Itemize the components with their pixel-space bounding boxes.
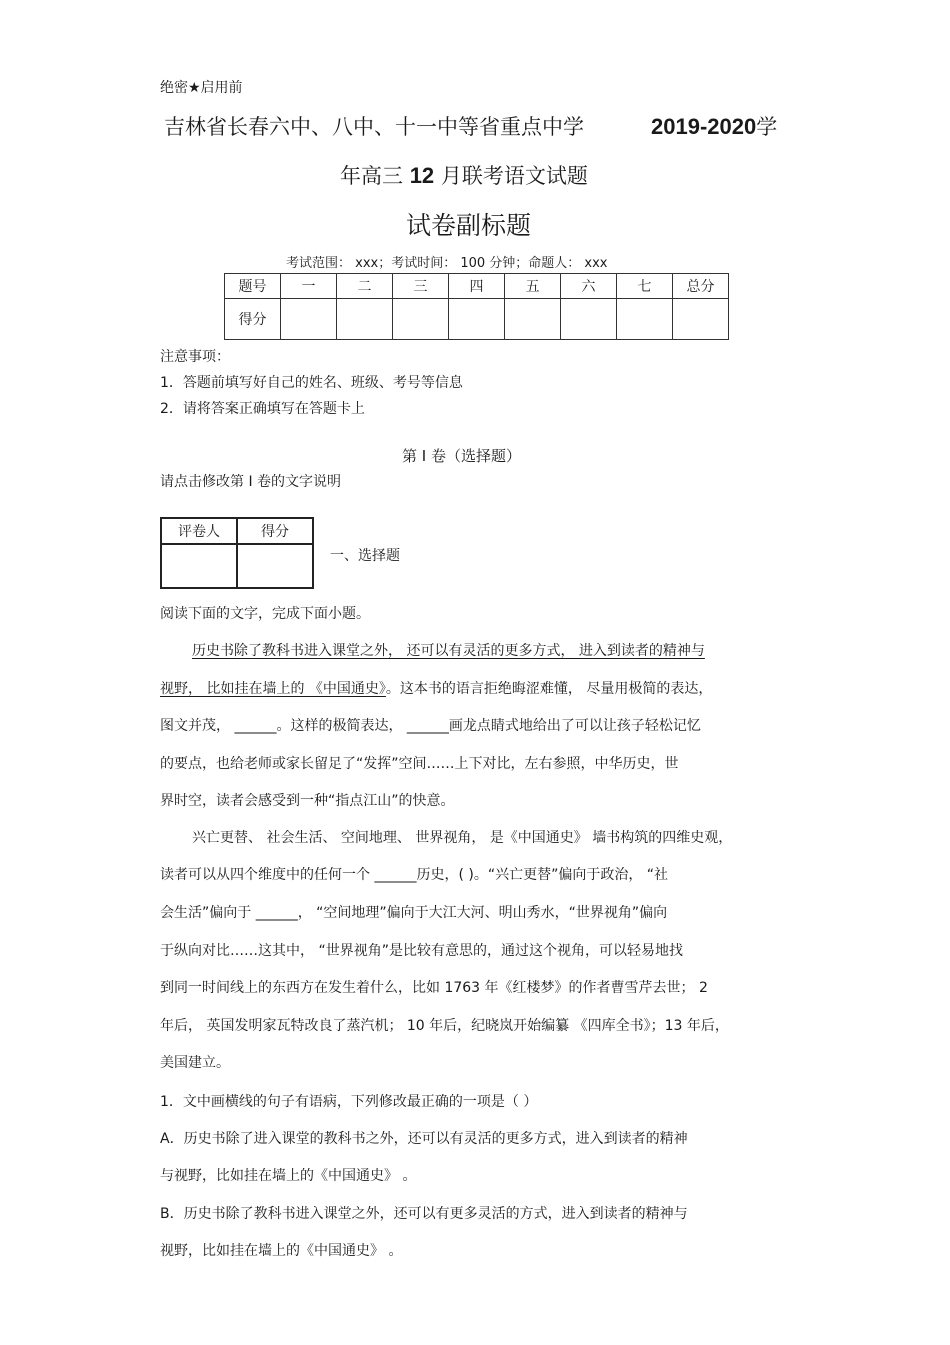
option-a: A．历史书除了进入课堂的教科书之外，还可以有灵活的更多方式，进入到读者的精神 (160, 1131, 688, 1147)
score-header-cell: 五 (505, 274, 561, 299)
title-line2-a: 年高三 (340, 164, 403, 188)
score-table-header-row (225, 274, 729, 299)
passage-line: 界时空，读者会感受到一种“指点江山”的快意。 (160, 793, 455, 809)
score-cell (281, 299, 337, 340)
score-cell (617, 299, 673, 340)
title-year: 2019-2020 (651, 114, 757, 139)
score-cell (561, 299, 617, 340)
passage-line: 会生活”偏向于 ______， “空间地理”偏向于大江大河、明山秀水，“世界视角”偏向 (160, 905, 668, 921)
option-b-cont: 视野，比如挂在墙上的《中国通史》 。 (160, 1243, 403, 1259)
option-a-cont: 与视野，比如挂在墙上的《中国通史》 。 (160, 1168, 417, 1184)
passage-line: 美国建立。 (160, 1055, 230, 1071)
grader-value-row (161, 544, 313, 588)
question-stem: 1．文中画横线的句子有语病，下列修改最正确的一项是（ ） (160, 1094, 538, 1110)
passage-line: 历史书除了教科书进入课堂之外， 还可以有灵活的更多方式， 进入到读者的精神与 (192, 643, 705, 659)
score-header-cell: 七 (617, 274, 673, 299)
option-b: B．历史书除了教科书进入课堂之外，还可以有更多灵活的方式，进入到读者的精神与 (160, 1206, 688, 1222)
score-header-cell: 四 (449, 274, 505, 299)
score-table-score-row (225, 299, 729, 340)
title-line2 (340, 160, 588, 190)
page-subtitle: 试卷副标题 (406, 211, 532, 240)
score-row-label: 得分 (225, 299, 281, 340)
score-table (224, 273, 729, 340)
title-line1 (164, 111, 584, 141)
passage-line: 读者可以从四个维度中的任何一个 ______历史，( )。“兴亡更替”偏向于政治， “社 (160, 867, 669, 883)
title-line1-cn: 吉林省长春六中、八中、十一中等省重点中学 (164, 115, 584, 139)
score-header-cell: 总分 (673, 274, 729, 299)
grader-cell (161, 544, 237, 588)
passage-line: 兴亡更替、 社会生活、 空间地理、 世界视角， 是《中国通史》 墙书构筑的四维史观， (192, 830, 733, 846)
score-cell (449, 299, 505, 340)
passage-line (160, 678, 712, 698)
grader-header-cell: 得分 (237, 518, 313, 544)
score-cell (505, 299, 561, 340)
score-header-cell: 一 (281, 274, 337, 299)
part-title: 一、选择题 (330, 548, 400, 564)
score-cell (337, 299, 393, 340)
reading-instruction: 阅读下面的文字，完成下面小题。 (160, 606, 370, 622)
passage-underlined: 视野， 比如挂在墙上的 《中国通史》 (160, 681, 386, 697)
title-line2-num: 12 (409, 163, 435, 188)
notes-item: 1．答题前填写好自己的姓名、班级、考号等信息 (160, 375, 463, 391)
score-header-cell: 六 (561, 274, 617, 299)
passage-line: 年后， 英国发明家瓦特改良了蒸汽机； 10 年后，纪晓岚开始编纂 《四库全书》；13 年后， (160, 1018, 729, 1034)
title-line1-tail (651, 111, 777, 141)
score-cell (393, 299, 449, 340)
passage-line: 到同一时间线上的东西方在发生着什么，比如 1763 年《红楼梦》的作者曹雪芹去世； 2 (160, 980, 708, 996)
section-desc: 请点击修改第 I 卷的文字说明 (160, 474, 342, 490)
grader-cell (237, 544, 313, 588)
section-heading: 第 I 卷（选择题） (402, 447, 521, 465)
notes-item: 2．请将答案正确填写在答题卡上 (160, 401, 365, 417)
title-line1-end: 学 (756, 115, 778, 139)
grader-header-cell: 评卷人 (161, 518, 237, 544)
score-header-cell: 三 (393, 274, 449, 299)
score-cell (673, 299, 729, 340)
passage-line: 于纵向对比……这其中， “世界视角”是比较有意思的，通过这个视角，可以轻易地找 (160, 943, 683, 959)
score-header-cell: 题号 (225, 274, 281, 299)
secret-label: 绝密★启用前 (160, 80, 243, 96)
passage-line: 的要点，也给老师或家长留足了“发挥”空间……上下对比，左右参照，中华历史，世 (160, 756, 679, 772)
grader-header-row (161, 518, 313, 544)
title-line2-b: 月联考语文试题 (440, 164, 588, 188)
passage-text: 。这本书的语言拒绝晦涩难懂， 尽量用极简的表达， (385, 681, 713, 697)
passage-line: 图文并茂， ______。这样的极简表达， ______画龙点睛式地给出了可以让孩子轻松记忆 (160, 718, 701, 734)
notes-title: 注意事项： (160, 349, 230, 365)
exam-info: 考试范围： xxx；考试时间： 100 分钟；命题人： xxx (286, 256, 608, 271)
score-header-cell: 二 (337, 274, 393, 299)
grader-table (160, 517, 314, 589)
